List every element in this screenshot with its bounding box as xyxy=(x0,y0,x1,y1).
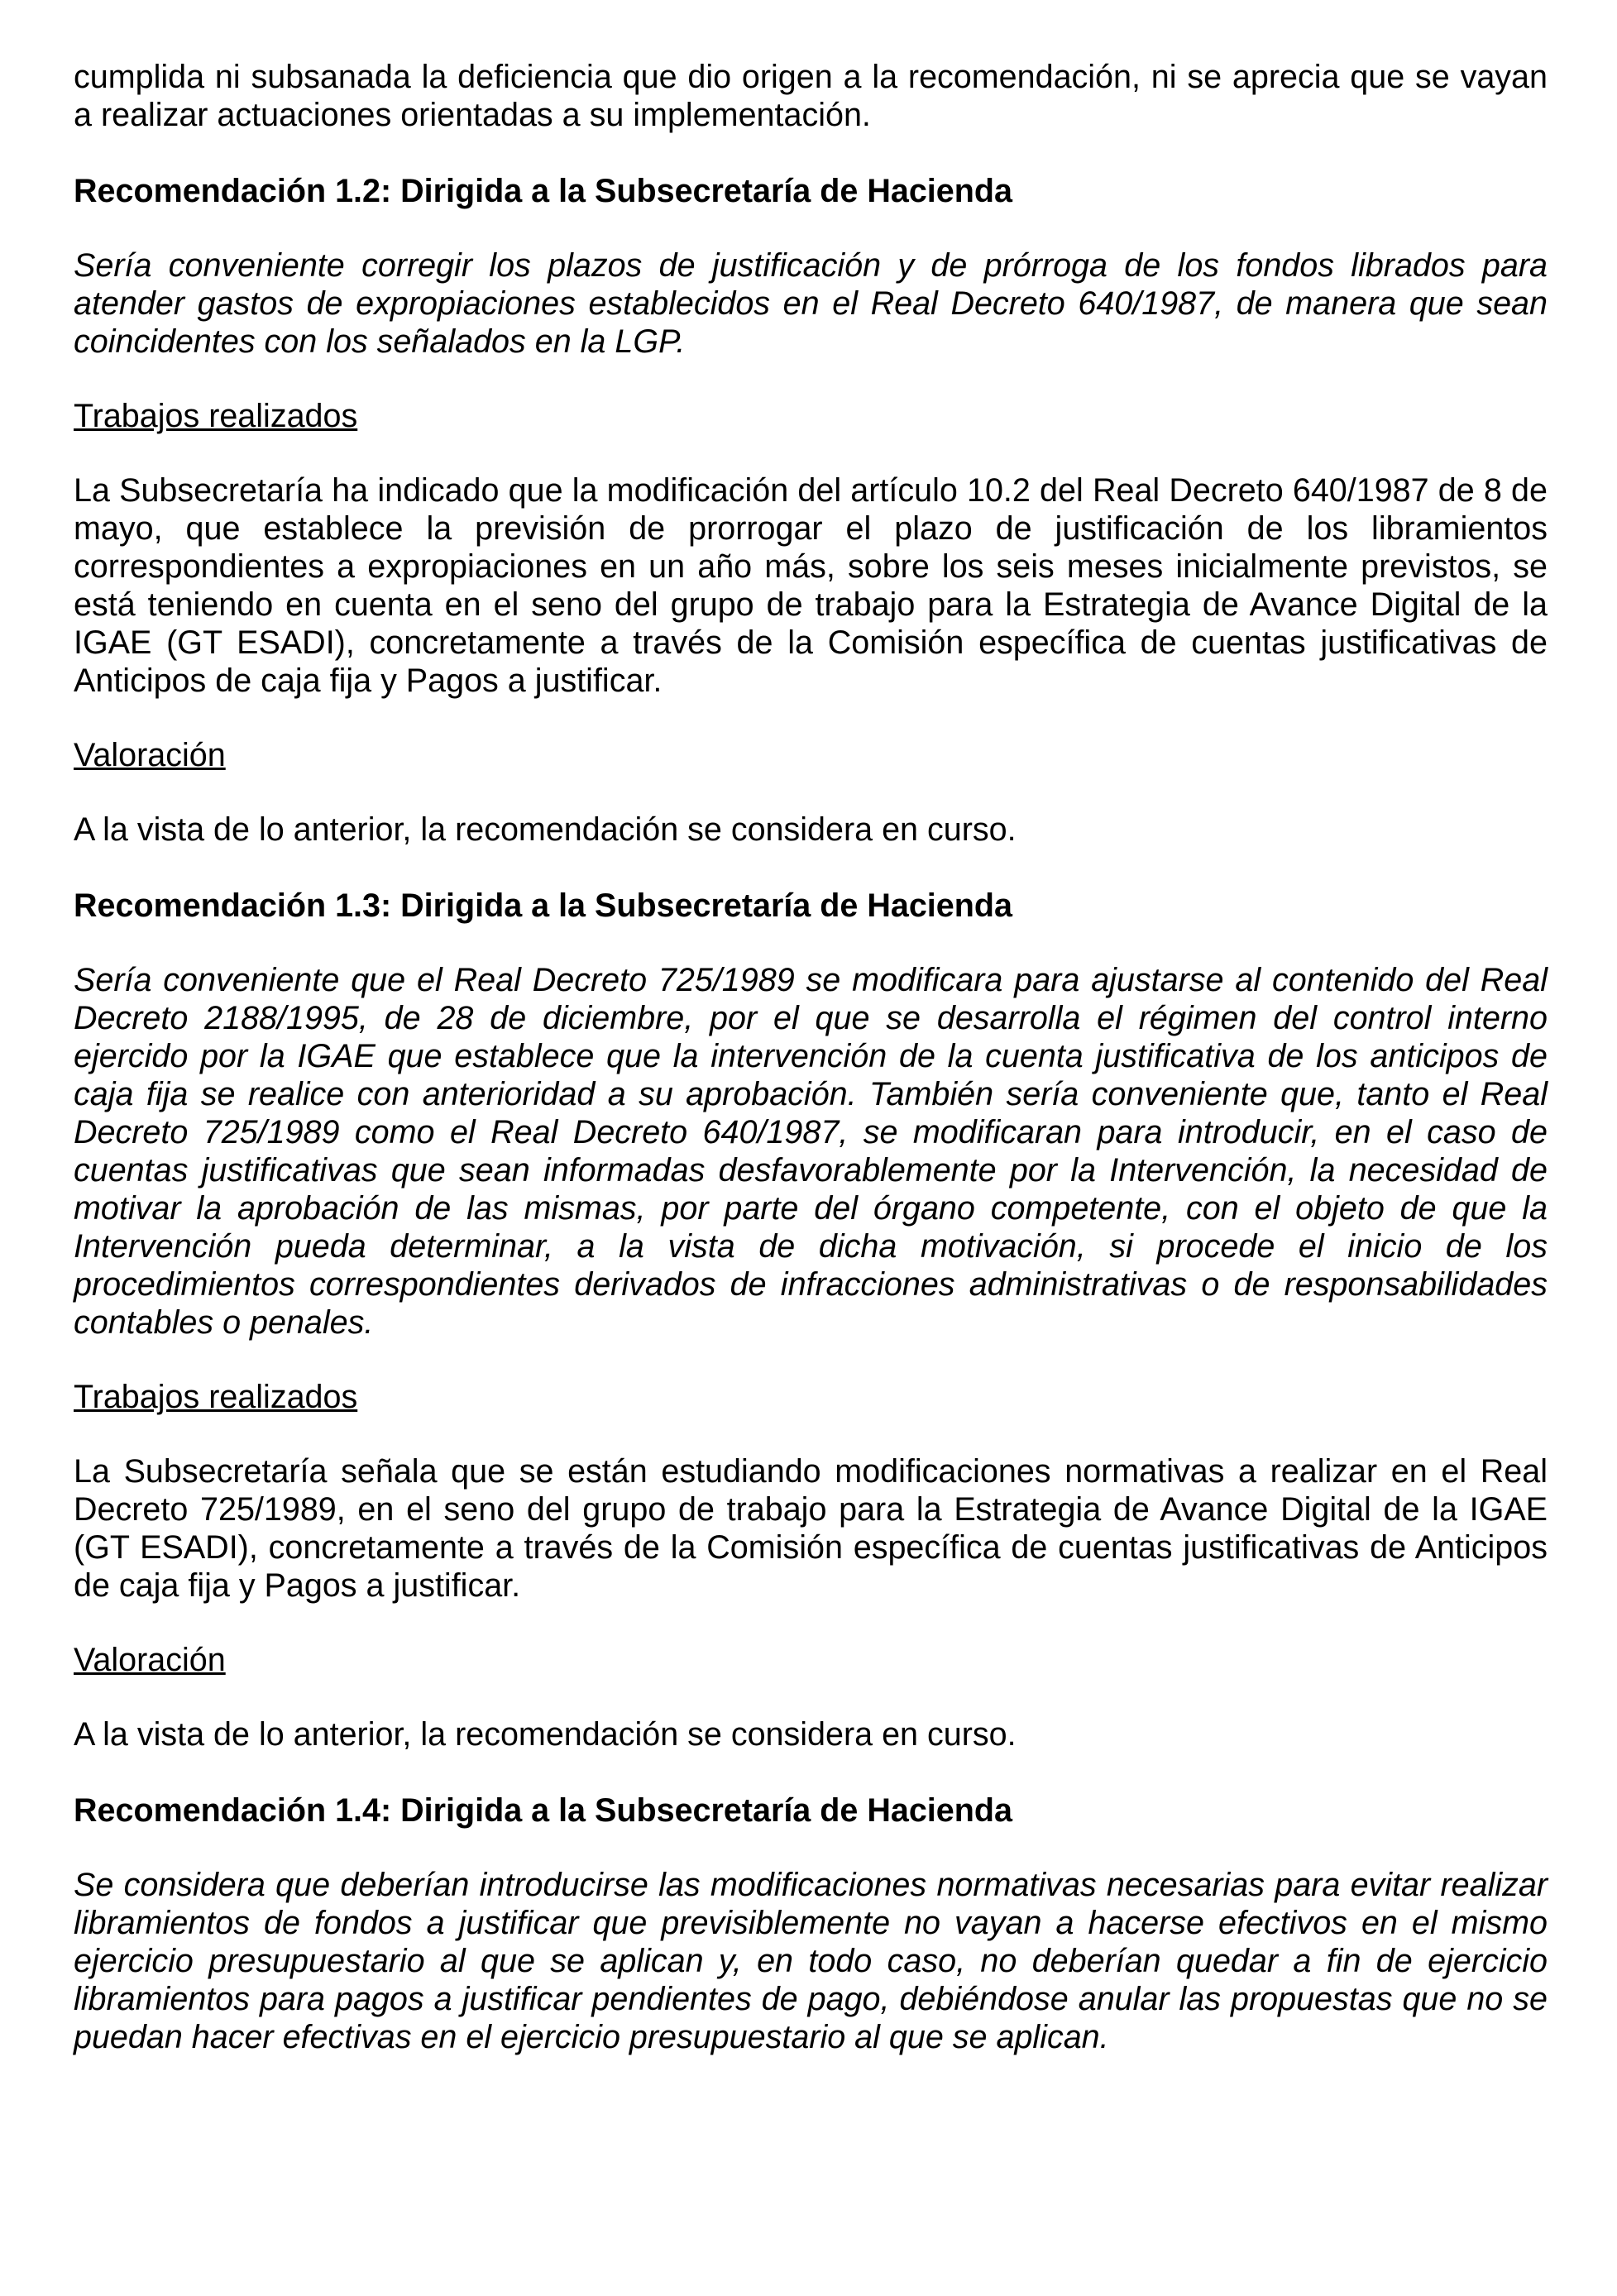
rec-1-4-heading: Recomendación 1.4: Dirigida a la Subsecretaría de Hacienda xyxy=(74,1792,1012,1829)
rec-1-4-recommendation: Se considera que deberían introducirse las modificaciones normativas necesarias para evitar realizar libramientos de fondos a justificar que previsiblemente no vayan a hacerse efectivos en el mismo ejercicio presupuestario al que se aplican y, en todo caso, no deberían quedar a fin de ejercicio libramientos para pagos a justificar pendientes de pago, debiéndose anular las propuestas que no se puedan hacer efectivas en el ejercicio presupuestario al que se aplican. xyxy=(74,1867,1548,2055)
rec-1-3-assessment-heading-text: Valoración xyxy=(74,1642,226,1678)
rec-1-3-assessment-text: A la vista de lo anterior, la recomendación se considera en curso. xyxy=(74,1716,1017,1753)
rec-1-2-work-heading-text: Trabajos realizados xyxy=(74,398,358,434)
rec-1-2-assessment-text: A la vista de lo anterior, la recomendación se considera en curso. xyxy=(74,811,1017,848)
document-page xyxy=(74,58,1548,2056)
rec-1-3-assessment-heading xyxy=(74,1641,1548,1679)
rec-1-2-assessment-heading xyxy=(74,736,1548,774)
rec-1-2-heading: Recomendación 1.2: Dirigida a la Subsecretaría de Hacienda xyxy=(74,173,1012,209)
rec-1-3-work-text: La Subsecretaría señala que se están estudiando modificaciones normativas a realizar en el Real Decreto 725/1989, en el seno del grupo de trabajo para la Estrategia de Avance Digital de la IGAE (GT ESADI), concretamente a través de la Comisión específica de cuentas justificativas de Anticipos de caja fija y Pagos a justificar. xyxy=(74,1453,1548,1604)
rec-1-2-recommendation: Sería conveniente corregir los plazos de justificación y de prórroga de los fondos librados para atender gastos de expropiaciones establecidos en el Real Decreto 640/1987, de manera que sean coincidentes con los señalados en la LGP. xyxy=(74,247,1548,360)
rec-1-2-work-text: La Subsecretaría ha indicado que la modificación del artículo 10.2 del Real Decreto 640/1987 de 8 de mayo, que establece la previsión de prorrogar el plazo de justificación de los libramientos correspondientes a expropiaciones en un año más, sobre los seis meses inicialmente previstos, se está teniendo en cuenta en el seno del grupo de trabajo para la Estrategia de Avance Digital de la IGAE (GT ESADI), concretamente a través de la Comisión específica de cuentas justificativas de Anticipos de caja fija y Pagos a justificar. xyxy=(74,472,1548,699)
rec-1-2-assessment-heading-text: Valoración xyxy=(74,737,226,773)
rec-1-2-work-heading xyxy=(74,397,1548,435)
rec-1-3-heading: Recomendación 1.3: Dirigida a la Subsecretaría de Hacienda xyxy=(74,887,1012,924)
rec-1-3-work-heading-text: Trabajos realizados xyxy=(74,1379,358,1415)
continuation-paragraph: cumplida ni subsanada la deficiencia que dio origen a la recomendación, ni se aprecia que se vayan a realizar actuaciones orientadas a su implementación. xyxy=(74,59,1548,133)
rec-1-3-work-heading xyxy=(74,1378,1548,1416)
rec-1-3-recommendation: Sería conveniente que el Real Decreto 725/1989 se modificara para ajustarse al contenido del Real Decreto 2188/1995, de 28 de diciembre, por el que se desarrolla el régimen del control interno ejercido por la IGAE que establece que la intervención de la cuenta justificativa de los anticipos de caja fija se realice con anterioridad a su aprobación. También sería conveniente que, tanto el Real Decreto 725/1989 como el Real Decreto 640/1987, se modificaran para introducir, en el caso de cuentas justificativas que sean informadas desfavorablemente por la Intervención, la necesidad de motivar la aprobación de las mismas, por parte del órgano competente, con el objeto de que la Intervención pueda determinar, a la vista de dicha motivación, si procede el inicio de los procedimientos correspondientes derivados de infracciones administrativas o de responsabilidades contables o penales. xyxy=(74,962,1548,1341)
